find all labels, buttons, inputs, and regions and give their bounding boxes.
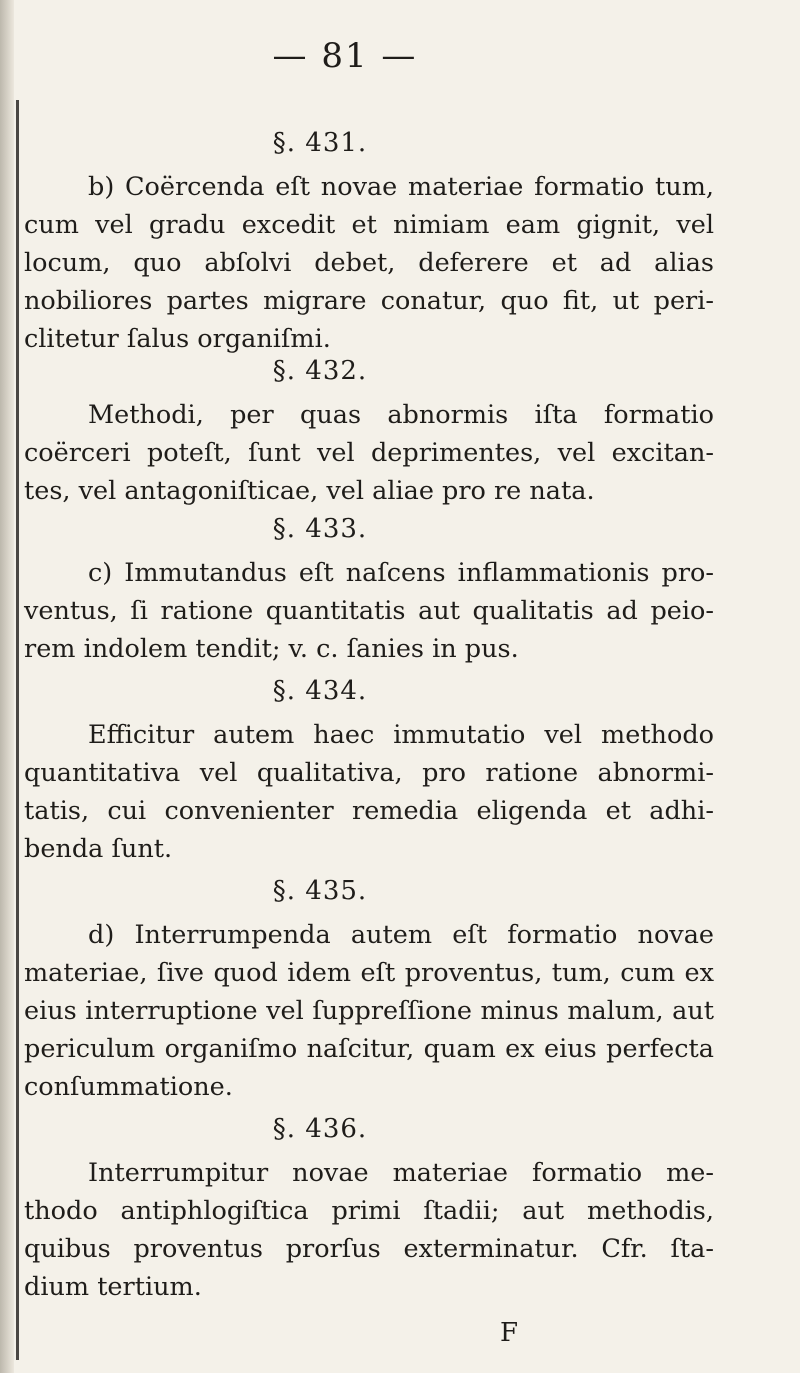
section-paragraph bbox=[24, 1154, 714, 1306]
page-number-header: — 81 — bbox=[272, 36, 418, 76]
section-text: Methodi, per quas abnormis iſta formatio coërceri poteſt, ſunt vel deprimentes, vel excitan- tes, vel antagoniſticae, vel aliae pro re nata. bbox=[24, 400, 714, 506]
section-text: b) Coërcenda eſt novae materiae formatio tum, cum vel gradu excedit et nimiam eam gignit, vel locum, quo abſolvi debet, deferere et ad alias nobiliores partes migrare conatur, quo fit, ut peri- clitetur ſalus organiſmi. bbox=[24, 172, 714, 354]
section-paragraph bbox=[24, 916, 714, 1106]
section-paragraph bbox=[24, 554, 714, 668]
section-number: §. 431. bbox=[272, 128, 368, 158]
section-paragraph bbox=[24, 716, 714, 868]
section-number: §. 434. bbox=[272, 676, 368, 706]
section-text: c) Immutandus eſt naſcens inflammationis pro- ventus, ſi ratione quantitatis aut qualitatis ad peio- rem indolem tendit; v. c. ſanies in pus. bbox=[24, 558, 714, 664]
section-text: d) Interrumpenda autem eſt formatio novae materiae, ſive quod idem eſt proventus, tum, cum ex eius interruptione vel ſuppreſſione minus malum, aut periculum organiſmo naſcitur, quam ex eius perfecta conſummatione. bbox=[24, 920, 714, 1102]
section-text: Efficitur autem haec immutatio vel methodo quantitativa vel qualitativa, pro ratione abnormi- tatis, cui convenienter remedia eligenda et adhi- benda ſunt. bbox=[24, 720, 714, 864]
section-number: §. 432. bbox=[272, 356, 368, 386]
section-number: §. 433. bbox=[272, 514, 368, 544]
signature-mark: F bbox=[500, 1318, 519, 1348]
section-number: §. 436. bbox=[272, 1114, 368, 1144]
section-paragraph bbox=[24, 168, 714, 358]
section-number: §. 435. bbox=[272, 876, 368, 906]
section-text: Interrumpitur novae materiae formatio me- thodo antiphlogiſtica primi ſtadii; aut methodis, quibus proventus prorſus exterminatur. Cfr. ſta- dium tertium. bbox=[24, 1158, 714, 1302]
section-paragraph bbox=[24, 396, 714, 510]
